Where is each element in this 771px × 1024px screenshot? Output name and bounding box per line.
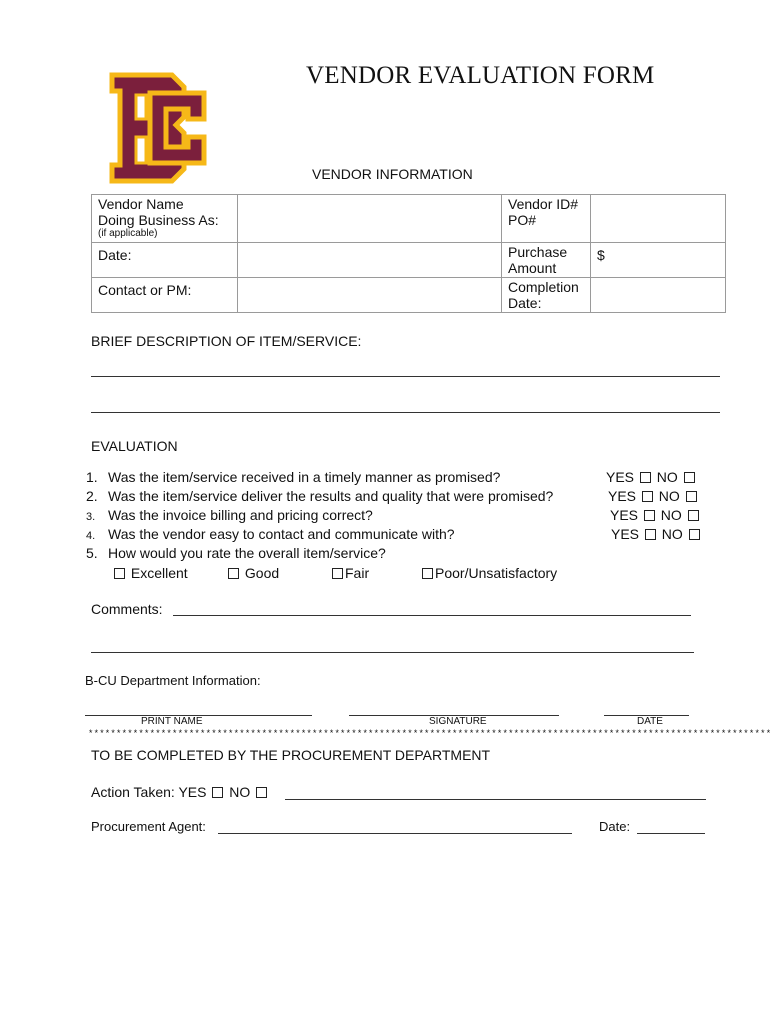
checkbox-icon[interactable] <box>644 510 655 521</box>
question-text: How would you rate the overall item/service? <box>108 545 386 561</box>
description-line-1[interactable] <box>91 376 720 377</box>
contact-label: Contact or PM: <box>98 282 192 298</box>
purchase-amount-label-1: Purchase <box>508 244 568 260</box>
checkbox-icon[interactable] <box>212 787 223 798</box>
question-2 <box>86 488 553 504</box>
question-number: 4. <box>86 530 96 542</box>
purchase-amount-label-2: Amount <box>508 260 557 276</box>
completion-label-1: Completion <box>508 279 579 295</box>
comments-line-1[interactable] <box>173 615 691 616</box>
checkbox-icon[interactable] <box>684 472 695 483</box>
question-3 <box>86 507 373 523</box>
table-row <box>92 278 726 313</box>
checkbox-icon[interactable] <box>114 568 125 579</box>
evaluation-heading: EVALUATION <box>91 438 178 454</box>
form-title: VENDOR EVALUATION FORM <box>306 62 655 89</box>
question-number: 3. <box>86 511 96 523</box>
no-label: NO <box>658 488 680 504</box>
action-taken-line[interactable] <box>285 799 706 800</box>
question-text: Was the vendor easy to contact and communicate with? <box>108 526 455 542</box>
completion-date-field[interactable] <box>591 278 726 313</box>
no-label: NO <box>656 469 678 485</box>
checkbox-icon[interactable] <box>332 568 343 579</box>
contact-label-cell <box>92 278 238 313</box>
q3-yes-no <box>610 507 701 523</box>
date-field[interactable] <box>238 243 502 278</box>
question-4 <box>86 526 455 542</box>
date-label-cell <box>92 243 238 278</box>
signature-caption: SIGNATURE <box>429 716 487 727</box>
date-label: Date: <box>98 247 132 263</box>
vendor-id-field[interactable] <box>591 195 726 243</box>
dollar-sign: $ <box>597 247 605 263</box>
checkbox-icon[interactable] <box>256 787 267 798</box>
question-text: Was the item/service deliver the results and quality that were promised? <box>108 488 554 504</box>
question-5 <box>86 545 386 561</box>
vendor-info-heading: VENDOR INFORMATION <box>312 166 473 182</box>
dba-note: (if applicable) <box>98 228 158 239</box>
checkbox-icon[interactable] <box>689 529 700 540</box>
date-caption: DATE <box>637 716 663 727</box>
department-label: B-CU Department Information: <box>85 673 261 688</box>
question-number: 5. <box>86 545 98 561</box>
rating-label: Good <box>244 565 280 581</box>
question-text: Was the invoice billing and pricing correct? <box>108 507 373 523</box>
rating-fair[interactable] <box>330 565 369 581</box>
procurement-date-label: Date: <box>599 819 631 834</box>
yes-label: YES <box>608 488 637 504</box>
question-1 <box>86 469 500 485</box>
vendor-id-cell <box>502 195 591 243</box>
procurement-date-line[interactable] <box>637 833 705 834</box>
checkbox-icon[interactable] <box>688 510 699 521</box>
contact-field[interactable] <box>238 278 502 313</box>
rating-label: Poor/Unsatisfactory <box>435 565 558 581</box>
rating-good[interactable] <box>226 565 279 581</box>
yes-label: YES <box>610 507 639 523</box>
no-label: NO <box>660 507 682 523</box>
description-label: BRIEF DESCRIPTION OF ITEM/SERVICE: <box>91 333 362 349</box>
action-taken-label: Action Taken: <box>91 784 175 800</box>
checkbox-icon[interactable] <box>642 491 653 502</box>
action-taken-row <box>91 784 269 800</box>
purchase-amount-cell <box>502 243 591 278</box>
checkbox-icon[interactable] <box>228 568 239 579</box>
question-number: 1. <box>86 469 98 485</box>
no-label: NO <box>229 784 251 800</box>
asterisk-separator: ************************************************************************************************************************** <box>88 729 771 739</box>
yes-label: YES <box>611 526 640 542</box>
vendor-id-label: Vendor ID# <box>508 196 579 212</box>
rating-poor[interactable] <box>420 565 557 581</box>
completion-label-2: Date: <box>508 295 542 311</box>
q1-yes-no <box>606 469 697 485</box>
checkbox-icon[interactable] <box>645 529 656 540</box>
rating-label: Fair <box>345 565 370 581</box>
procurement-heading: TO BE COMPLETED BY THE PROCUREMENT DEPARTMENT <box>91 747 491 763</box>
comments-line-2[interactable] <box>91 652 694 653</box>
checkbox-icon[interactable] <box>422 568 433 579</box>
comments-label: Comments: <box>91 601 163 617</box>
dba-label: Doing Business As: <box>98 212 219 228</box>
vendor-name-field[interactable] <box>238 195 502 243</box>
vendor-name-label: Vendor Name <box>98 196 184 212</box>
checkbox-icon[interactable] <box>686 491 697 502</box>
q4-yes-no <box>611 526 702 542</box>
vendor-info-table <box>91 194 726 313</box>
table-row <box>92 243 726 278</box>
table-row <box>92 195 726 243</box>
yes-label: YES <box>606 469 635 485</box>
po-label: PO# <box>508 212 537 228</box>
question-text: Was the item/service received in a timely manner as promised? <box>108 469 501 485</box>
yes-label: YES <box>178 784 207 800</box>
rating-excellent[interactable] <box>112 565 188 581</box>
bc-logo-icon <box>104 69 216 187</box>
procurement-agent-label: Procurement Agent: <box>91 819 206 834</box>
checkbox-icon[interactable] <box>640 472 651 483</box>
q2-yes-no <box>608 488 699 504</box>
completion-date-cell <box>502 278 591 313</box>
rating-label: Excellent <box>130 565 188 581</box>
print-name-caption: PRINT NAME <box>141 716 203 727</box>
description-line-2[interactable] <box>91 412 720 413</box>
procurement-agent-line[interactable] <box>218 833 572 834</box>
question-number: 2. <box>86 488 98 504</box>
no-label: NO <box>661 526 683 542</box>
purchase-amount-field[interactable] <box>591 243 726 278</box>
vendor-name-cell <box>92 195 238 243</box>
